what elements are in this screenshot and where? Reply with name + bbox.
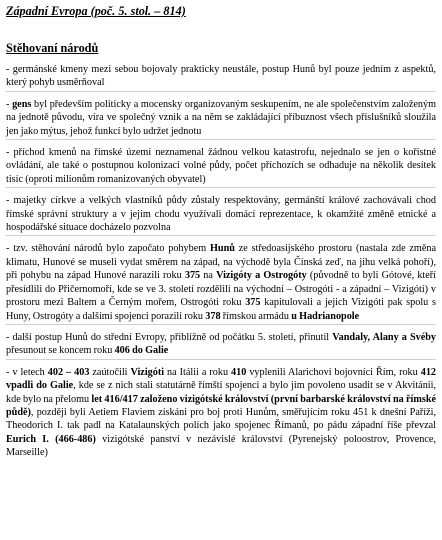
text-run: - majetky církve a velkých vlastníků půdy zůstaly respektovány, germánští králové zachovávali chod římské správní struktury a v jejím chodu využívali domácí reprezentace, k okamžité změně etnické a hospodářské situace docházelo pozvolna [6, 195, 436, 234]
text-run: na [200, 270, 217, 282]
text-run: - tzv. stěhování národů bylo započato pohybem [6, 243, 210, 255]
text-run: vizigótské panství v nezávislé království (Pyrenejský poloostrov, Provence, Marseille) [6, 433, 436, 459]
text-run: ze středoasijského prostoru (nastala zde změna klimatu, Hunové se museli vydat směrem na západ, na východě byla Čínská zeď, na jihu velká pohoří), při pohybu na západ Hunové narazili roku [6, 243, 436, 282]
section-heading: Stěhovaní národů [6, 41, 99, 55]
bullet-paragraph [6, 366, 436, 461]
document-title: Západní Evropa (poč. 5. stol. – 814) [6, 4, 186, 18]
bullet-paragraph [6, 242, 436, 324]
bold-text-run: let 416/417 založeno vizigótské království (první barbarské království na římské půdě) [6, 393, 437, 418]
text-run: - další postup Hunů do střední Evropy, přiblížně od počátku 5. století, přinutil [6, 331, 333, 343]
text-run: - germánské kmeny mezi sebou bojovaly prakticky neustále, postup Hunů byl pouze jedním z aspektů, který pohyb usměrňoval [6, 64, 436, 89]
bold-text-run: u Hadrianopole [291, 310, 360, 322]
bold-text-run: 375 [245, 297, 261, 309]
text-run: (původně to byli Gótové, kteří přesídlili do Přičernomoří, kde se ve 3. století rozdělili na východní – Ostrogóti - a západní – Vizigóti) v prostoru mezi Baltem a Černým mořem, Ostrogóti roku [6, 270, 436, 309]
text-run: , kde se z nich stali statutárně římští spojenci a bylo jim povoleno usadit se v Akvitánii, kde bylo na přelomu [6, 380, 436, 405]
text-run: vyplenili Alarichovi bojovníci Řím, roku [246, 366, 421, 378]
text-run: zaútočili [89, 366, 131, 378]
bold-text-run: Vizigóty a Ostrogóty [216, 270, 307, 282]
text-run: kapitulovali a jejich Vizigóti pak spolu s Huny, Ostrogóty a dalšími spojenci porazili roku [6, 297, 436, 322]
bullet-paragraph [6, 194, 436, 236]
bold-text-run: 412 vpadli do Galie [6, 366, 437, 392]
bold-text-run: 402 – 403 [47, 366, 90, 378]
text-run: na Itálii a roku [164, 366, 232, 378]
text-run: , později byli Aetiem Flaviem získáni pro boj proti Hunům, směřujícím roku 451 k dnešní Paříži, Theodorich I. tak padl na Katalaunských polích jako spojenec Římanů, po pádu západní říše převzal [6, 406, 436, 432]
text-run: byl především politicky a mocensky organizovaným seskupením, ne ale společenstvím založeným na jednotě původu, víra ve společný vznik a na něm se zakládající příbuznost všech příslušníků sloužila jen jako mýtus, jehož funkcí bylo udržet jednotu [6, 98, 437, 137]
bold-text-run: Hunů [209, 243, 235, 255]
bullet-paragraph [6, 63, 436, 92]
bold-text-run: gens [12, 98, 32, 110]
text-run: - v letech [6, 366, 48, 378]
bold-text-run: 410 [231, 366, 247, 378]
text-run: - [6, 98, 13, 110]
bullet-paragraph [6, 98, 436, 140]
bold-text-run: Vizigóti [130, 366, 165, 378]
bold-text-run: 406 do Galie [114, 345, 169, 357]
bold-text-run: Eurich I. (466-486) [6, 433, 96, 445]
document-body [6, 63, 436, 461]
text-run: přesunout se koncem roku [6, 345, 115, 357]
bold-text-run: Vandaly, Alany a Svéby [332, 331, 437, 343]
bullet-paragraph [6, 146, 436, 188]
text-run: římskou armádu [220, 310, 292, 322]
bold-text-run: 375 [184, 270, 201, 282]
bullet-paragraph [6, 331, 436, 360]
bold-text-run: 378 [205, 310, 221, 322]
text-run: - příchod kmenů na římské území neznamenal žádnou velkou katastrofu, nejednalo se jen o kořistné ovládání, ale také o postupnou kolonizaci volné půdy, počet příchozích se odhaduje na několik desítek tisíc (oproti milionům romanizovaných obyvatel) [6, 147, 436, 185]
